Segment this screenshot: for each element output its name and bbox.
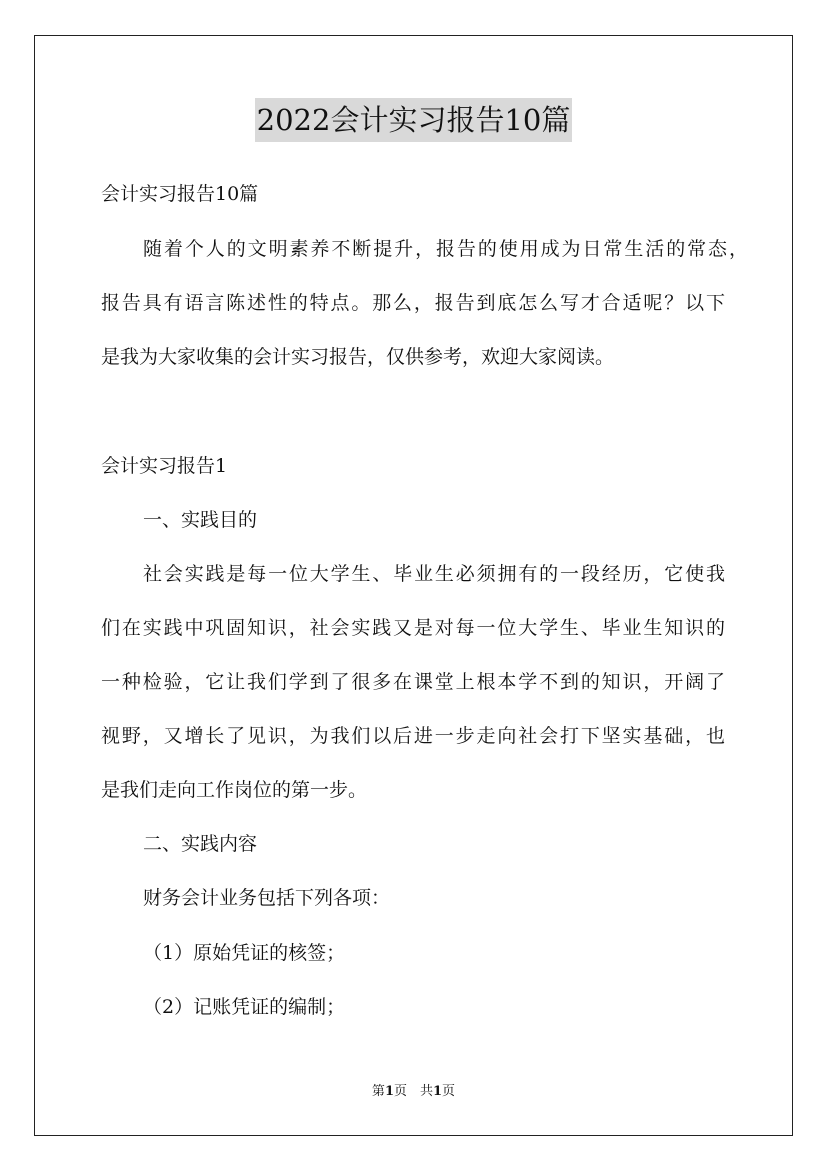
intro-line-3: 是我为大家收集的会计实习报告，仅供参考，欢迎大家阅读。	[101, 346, 615, 368]
purpose-line-4: 视野，又增长了见识，为我们以后进一步走向社会打下坚实基础，也	[101, 725, 725, 747]
page-footer	[0, 1083, 827, 1101]
heading-content: 二、实践内容	[143, 833, 258, 855]
list-item: （2）记账凭证的编制；	[143, 996, 346, 1018]
section-title: 会计实习报告1	[101, 455, 228, 477]
intro-line-2: 报告具有语言陈述性的特点。那么，报告到底怎么写才合适呢？以下	[101, 292, 725, 314]
footer-page-current: 1	[384, 1084, 394, 1099]
purpose-line-5: 是我们走向工作岗位的第一步。	[101, 779, 368, 801]
purpose-line-2: 们在实践中巩固知识，社会实践又是对每一位大学生、毕业生知识的	[101, 617, 725, 639]
title-container	[0, 98, 827, 142]
footer-page-mid: 页 共	[393, 1084, 433, 1099]
intro-line-1: 随着个人的文明素养不断提升，报告的使用成为日常生活的常态，	[143, 238, 748, 260]
heading-purpose: 一、实践目的	[143, 509, 258, 531]
footer-page-suffix: 页	[442, 1084, 456, 1099]
list-item: （1）原始凭证的核签；	[143, 942, 346, 964]
purpose-line-3: 一种检验，它让我们学到了很多在课堂上根本学不到的知识，开阔了	[101, 671, 725, 693]
footer-page-prefix: 第	[371, 1084, 385, 1099]
content-intro: 财务会计业务包括下列各项：	[143, 887, 391, 909]
footer-page-total: 1	[433, 1084, 443, 1099]
document-title: 2022会计实习报告10篇	[255, 98, 573, 142]
purpose-line-1: 社会实践是每一位大学生、毕业生必须拥有的一段经历，它使我	[143, 563, 725, 585]
document-subtitle: 会计实习报告10篇	[101, 183, 259, 205]
